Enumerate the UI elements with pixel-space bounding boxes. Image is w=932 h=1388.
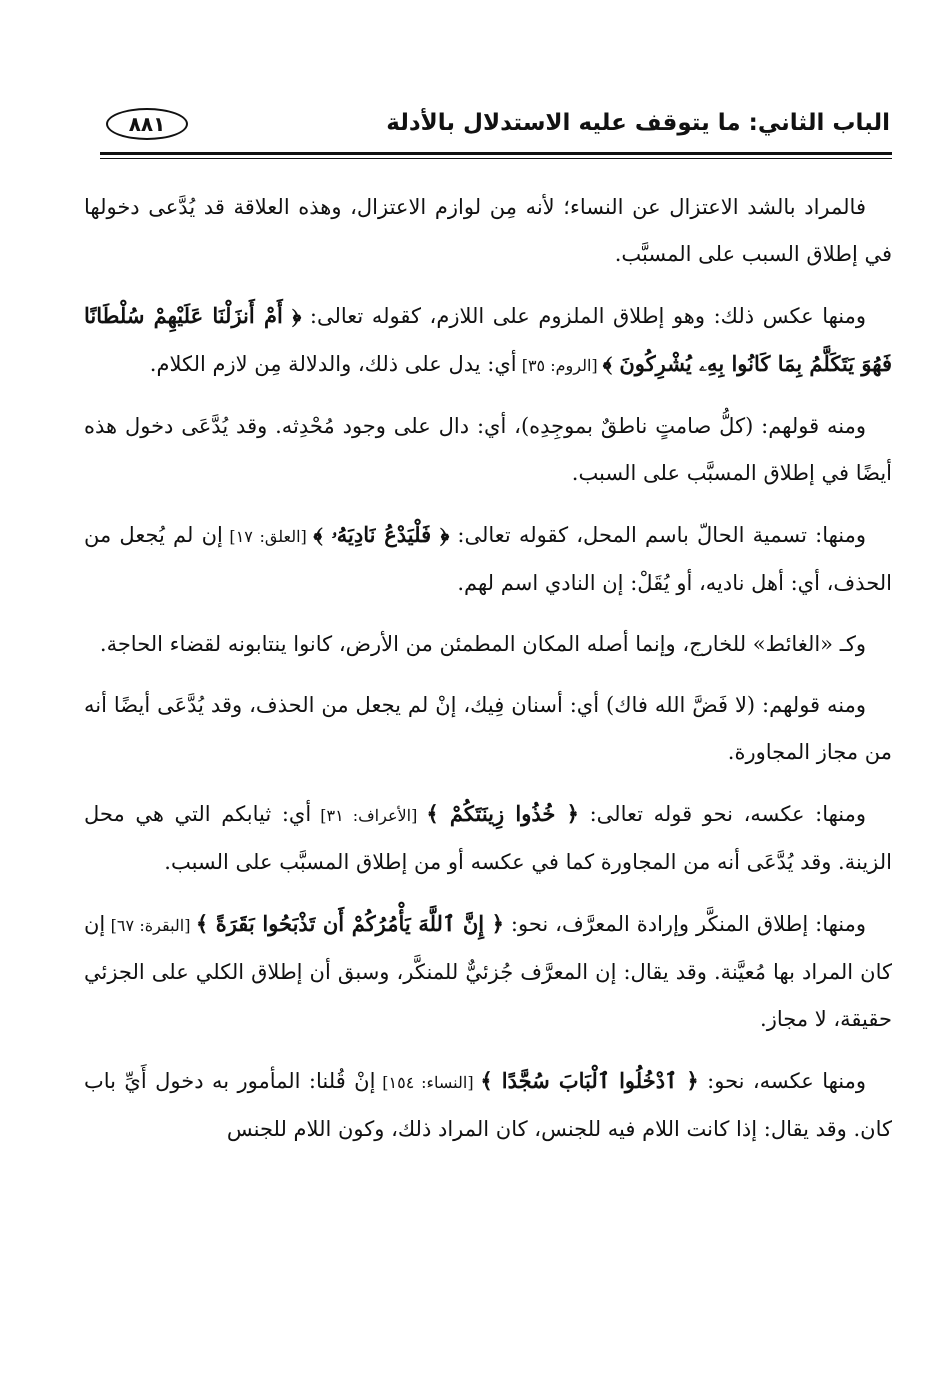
paragraph-text: ومنه قولهم: (لا فَضَّ الله فاك) أي: أسنان فِيك، إنْ لم يجعل من الحذف، وقد يُدَّعَى أيضًا أنه من مجاز المجاورة. — [84, 693, 892, 764]
page-header — [100, 104, 890, 148]
paragraph-text: أي: يدل على ذلك، والدلالة مِن لازم الكلام. — [149, 352, 517, 376]
paragraph-text: إن لم يُجعل من الحذف، أي: أهل ناديه، أو يُقَلْ: إن النادي اسم لهم. — [84, 523, 892, 595]
paragraph-text: إنْ قُلنا: المأمور به دخول أَيِّ باب كان. وقد يقال: إذا كانت اللام فيه للجنس، كان المراد ذلك، وكون اللام للجنس — [84, 1069, 892, 1141]
paragraph-text: فالمراد بالشد الاعتزال عن النساء؛ لأنه مِن لوازم الاعتزال، وهذه العلاقة قد يُدَّعى دخولها في إطلاق السبب على المسبَّب. — [84, 195, 892, 266]
paragraph-text: أي: ثيابكم التي هي محل الزينة. وقد يُدَّعَى أنه من المجاورة كما في عكسه أو من إطلاق المسبَّب على السبب. — [84, 802, 892, 874]
paragraph-1 — [84, 184, 892, 278]
paragraph-3 — [84, 403, 892, 497]
verse-reference: [الأعراف: ٣١] — [311, 806, 427, 825]
paragraph-text: ومنه قولهم: (كلُّ صامتٍ ناطقٌ بموجِدِه)، أي: دال على وجود مُحْدِثه. وقد يُدَّعَى دخول هذه أيضًا في إطلاق المسبَّب على السبب. — [84, 414, 892, 485]
verse-reference: [البقرة: ٦٧] — [105, 916, 196, 935]
paragraph-8 — [84, 900, 892, 1043]
chapter-title: الباب الثاني: ما يتوقف عليه الاستدلال بالأدلة — [386, 110, 890, 136]
quran-verse: ﴿ ٱدْخُلُوا ٱلْبَابَ سُجَّدًا ﴾ — [480, 1068, 699, 1093]
paragraph-text: ومنها عكسه، نحو: — [698, 1069, 867, 1093]
paragraph-5 — [84, 621, 892, 668]
header-rule-thin — [100, 158, 892, 159]
quran-verse: ﴿ فَلْيَدْعُ نَادِيَهُۥ ﴾ — [313, 522, 450, 547]
page-number: ٨٨١ — [106, 108, 188, 140]
verse-reference: [العلق: ١٧] — [222, 527, 314, 546]
verse-reference: [النساء: ١٥٤] — [375, 1073, 481, 1092]
paragraph-text: ومنها: تسمية الحالّ باسم المحل، كقوله تعالى: — [449, 523, 867, 547]
paragraph-9 — [84, 1057, 892, 1153]
paragraph-6 — [84, 682, 892, 776]
paragraph-text: ومنها: إطلاق المنكَّر وإرادة المعرَّف، نحو: — [503, 912, 867, 936]
paragraph-text: إن كان المراد بها مُعيَّنة. وقد يقال: إن المعرَّف جُزئيٌّ للمنكَّر، وسبق أن إطلاق الكلي على الجزئي حقيقة، لا مجاز. — [84, 912, 892, 1031]
quran-verse: ﴿ أَمْ أَنزَلْنَا عَلَيْهِمْ سُلْطَانًا فَهُوَ يَتَكَلَّمُ بِمَا كَانُوا بِهِۦ يُشْرِكُونَ ﴾ — [84, 303, 892, 376]
paragraph-text: ومنها عكس ذلك: وهو إطلاق الملزوم على اللازم، كقوله تعالى: — [301, 304, 866, 328]
header-rule-thick — [100, 152, 892, 155]
page-body — [84, 184, 892, 1167]
quran-verse: ﴿ خُذُوا زِينَتَكُمْ ﴾ — [426, 801, 579, 826]
paragraph-4 — [84, 511, 892, 607]
paragraph-2 — [84, 292, 892, 389]
quran-verse: ﴿ إِنَّ ٱللَّهَ يَأْمُرُكُمْ أَن تَذْبَحُوا بَقَرَةً ﴾ — [195, 911, 504, 936]
paragraph-7 — [84, 790, 892, 886]
paragraph-text: ومنها: عكسه، نحو قوله تعالى: — [578, 802, 867, 826]
paragraph-text: وكـ «الغائط» للخارج، وإنما أصله المكان المطمئن من الأرض، كانوا ينتابونه لقضاء الحاجة. — [99, 632, 866, 656]
verse-reference: [الروم: ٣٥] — [516, 356, 603, 375]
